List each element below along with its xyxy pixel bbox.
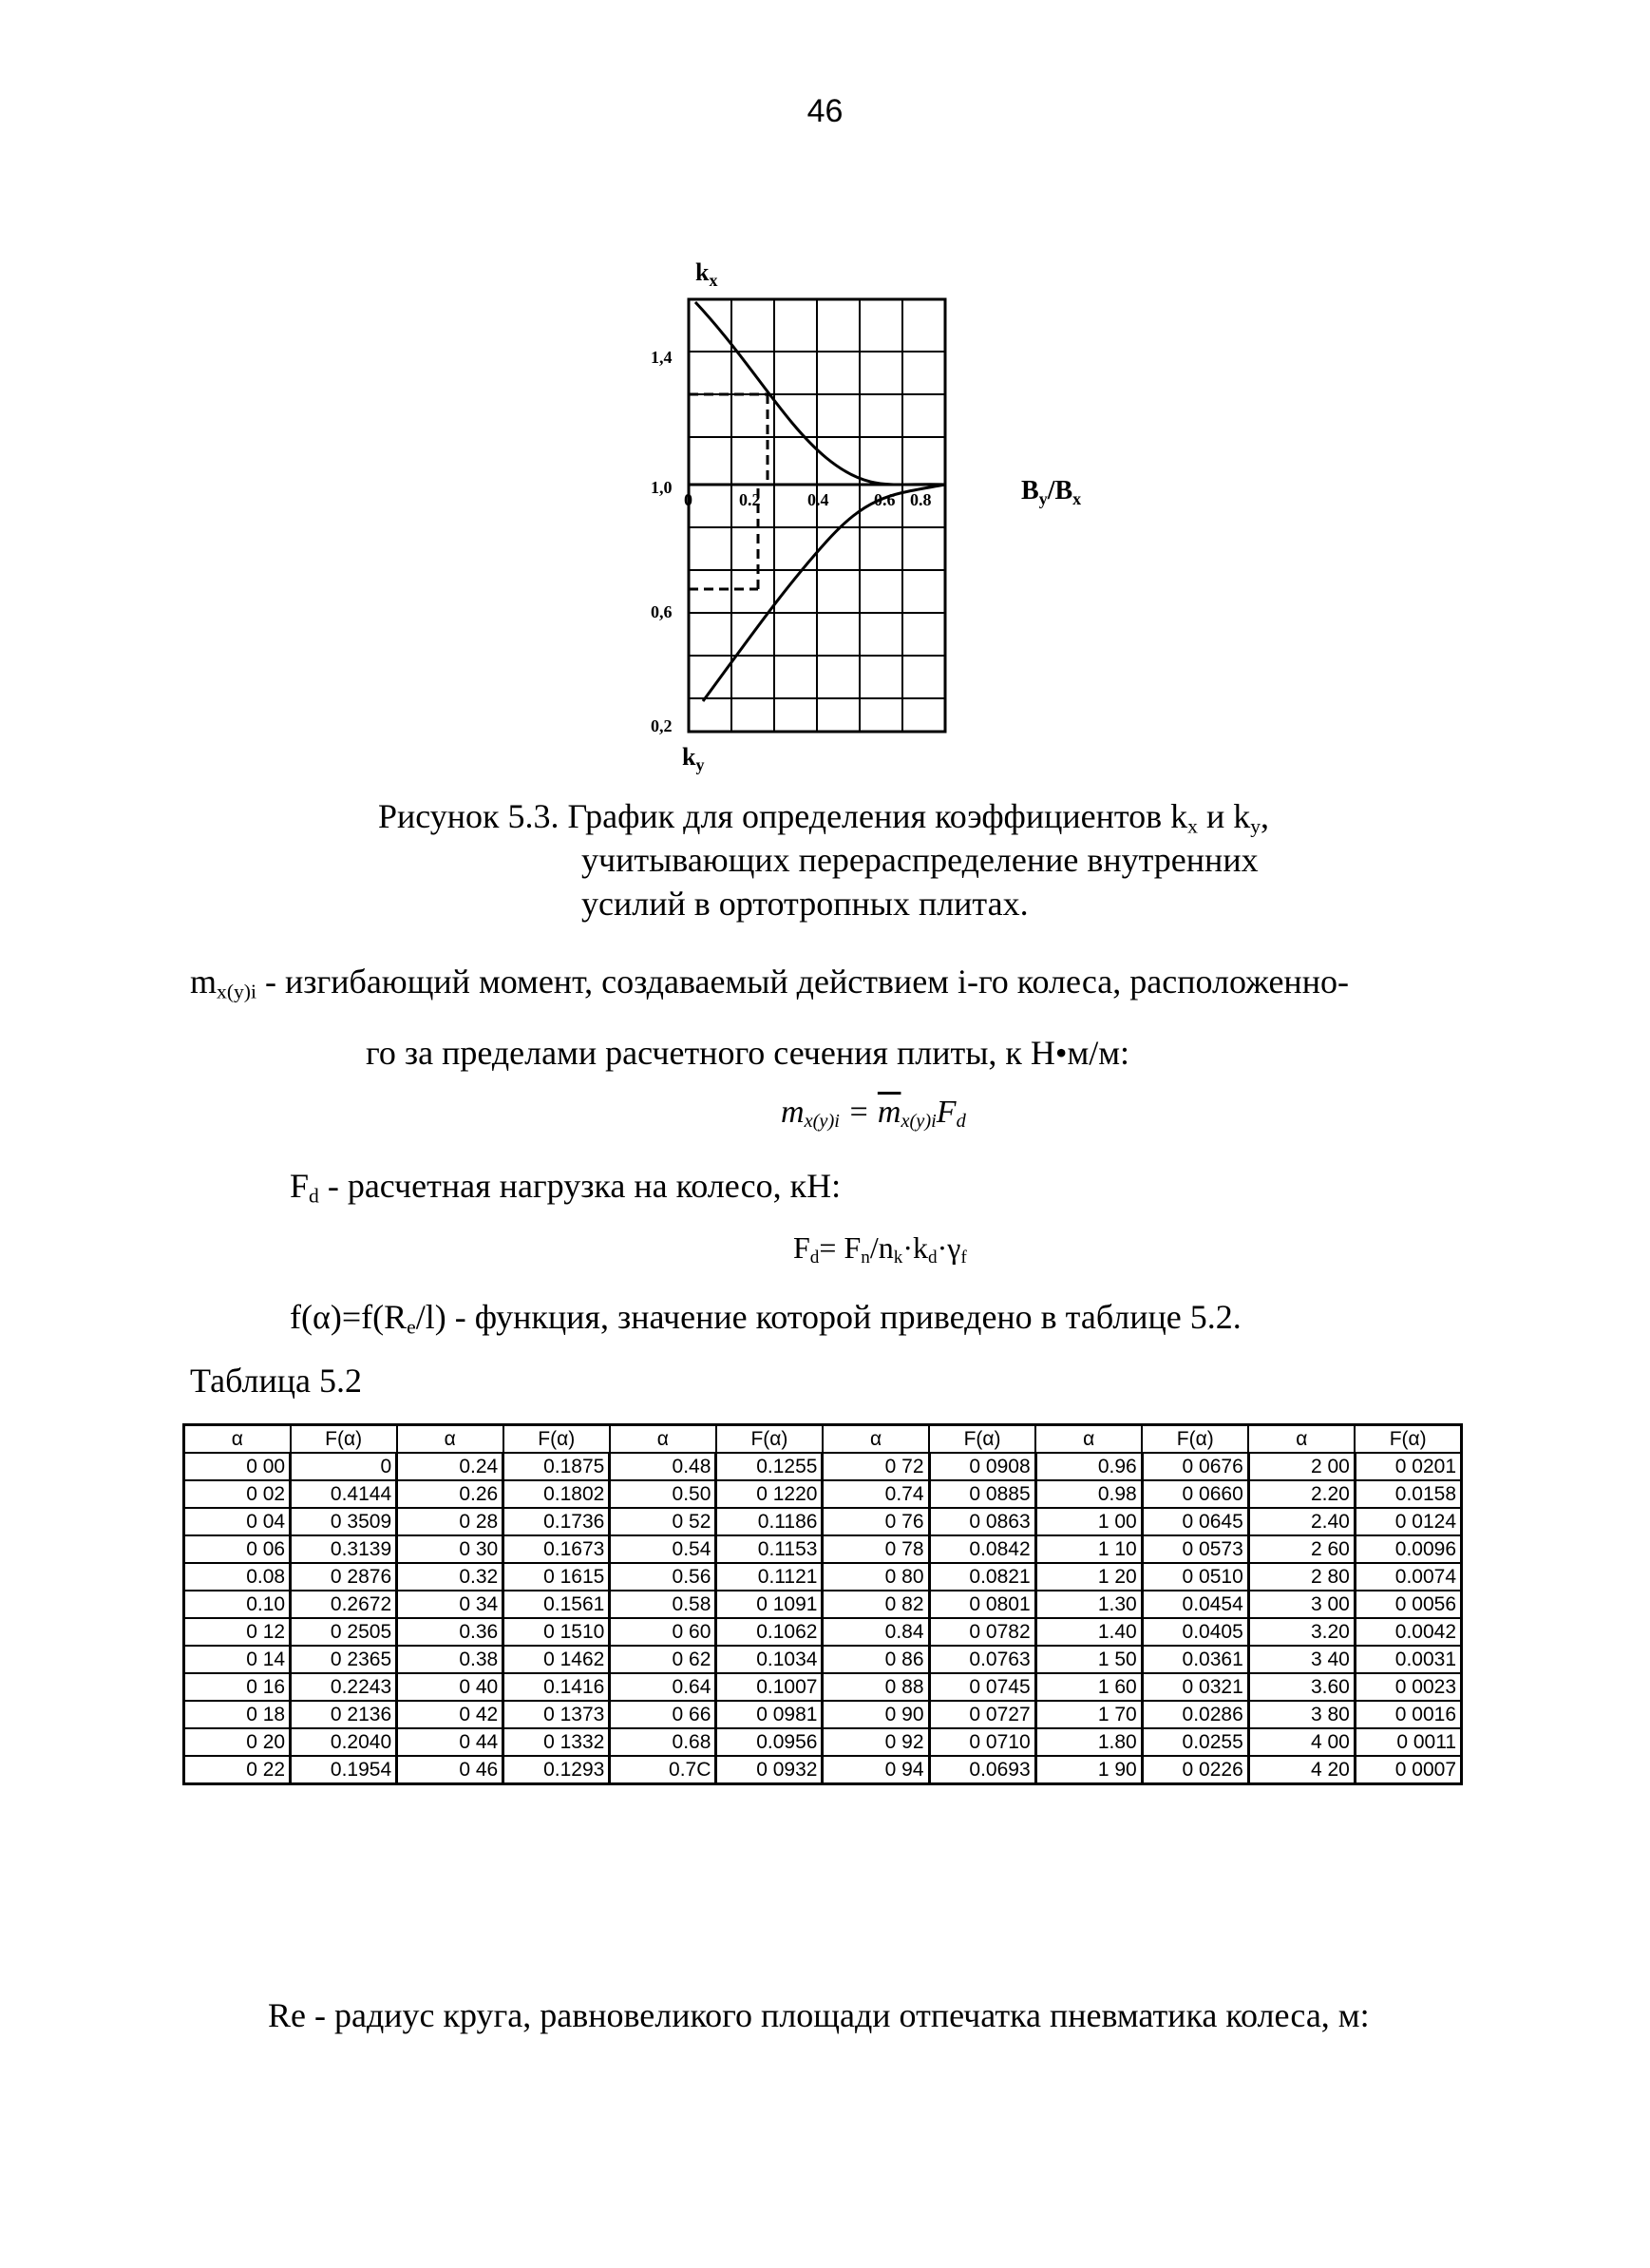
f-alpha-cell: 0.4144 — [291, 1480, 397, 1508]
page-number: 46 — [806, 93, 844, 129]
fd-definition: $F_d$ - расчетная нагрузка на колесо, кН: — [290, 1167, 842, 1208]
alpha-cell: 0 04 — [184, 1508, 291, 1535]
f-alpha-cell: 0.1561 — [503, 1591, 610, 1618]
y-tick-label: 1,0 — [651, 478, 673, 497]
formula-mx: $m_{x(y)i} = \overline{m}_{x(y)i}F_d$ — [781, 1095, 966, 1133]
f-alpha-cell: 0 0885 — [929, 1480, 1035, 1508]
table-row — [184, 1646, 1462, 1673]
alpha-cell: 3.20 — [1248, 1618, 1355, 1646]
alpha-cell: 0 52 — [610, 1508, 716, 1535]
mx-definition-line2: го за пределами расчетного сечения плиты, к Н•м/м: — [366, 1034, 1130, 1072]
table-row — [184, 1591, 1462, 1618]
f-alpha-cell: 0 0727 — [929, 1701, 1035, 1728]
f-alpha-cell: 0 1615 — [503, 1563, 610, 1591]
f-alpha-cell: 0 0660 — [1142, 1480, 1248, 1508]
alpha-cell: 0 18 — [184, 1701, 291, 1728]
alpha-cell: 0 02 — [184, 1480, 291, 1508]
f-alpha-cell: 0.0693 — [929, 1756, 1035, 1784]
f-alpha-cell: 0 0645 — [1142, 1508, 1248, 1535]
alpha-cell: 0.96 — [1035, 1453, 1142, 1480]
f-alpha-cell: 0 0710 — [929, 1728, 1035, 1756]
alpha-cell: 1.80 — [1035, 1728, 1142, 1756]
x-tick-label: 0.8 — [910, 490, 932, 509]
f-alpha-cell: 0.3139 — [291, 1535, 397, 1563]
f-alpha-cell: 0 0782 — [929, 1618, 1035, 1646]
table-row — [184, 1480, 1462, 1508]
alpha-cell: 0.24 — [397, 1453, 503, 1480]
header-f-alpha: F(α) — [1142, 1425, 1248, 1454]
alpha-cell: 0 22 — [184, 1756, 291, 1784]
x-label: $B_y/B_x$ — [1021, 476, 1082, 508]
header-f-alpha: F(α) — [503, 1425, 610, 1454]
alpha-cell: 0.36 — [397, 1618, 503, 1646]
f-alpha-cell: 0 1373 — [503, 1701, 610, 1728]
alpha-cell: 3 00 — [1248, 1591, 1355, 1618]
f-alpha-cell: 0.1416 — [503, 1673, 610, 1701]
f-alpha-cell: 0.2243 — [291, 1673, 397, 1701]
f-alpha-cell: 0 1091 — [716, 1591, 823, 1618]
x-tick-label: 0 — [684, 490, 692, 509]
alpha-cell: 0.98 — [1035, 1480, 1142, 1508]
f-alpha-cell: 0.0286 — [1142, 1701, 1248, 1728]
f-alpha-cell: 0 0016 — [1355, 1701, 1461, 1728]
chart-svg — [608, 257, 1349, 789]
alpha-cell: 0 90 — [823, 1701, 929, 1728]
f-alpha-cell: 0.0763 — [929, 1646, 1035, 1673]
alpha-cell: 0 62 — [610, 1646, 716, 1673]
header-f-alpha: F(α) — [291, 1425, 397, 1454]
f-alpha-cell: 0 0932 — [716, 1756, 823, 1784]
alpha-cell: 0.10 — [184, 1591, 291, 1618]
f-alpha-cell: 0 0007 — [1355, 1756, 1461, 1784]
f-alpha-cell: 0.1255 — [716, 1453, 823, 1480]
alpha-cell: 0 20 — [184, 1728, 291, 1756]
table-row — [184, 1673, 1462, 1701]
f-alpha-cell: 0.0454 — [1142, 1591, 1248, 1618]
table-row — [184, 1618, 1462, 1646]
alpha-cell: 0 60 — [610, 1618, 716, 1646]
alpha-cell: 3.60 — [1248, 1673, 1355, 1701]
alpha-cell: 0.38 — [397, 1646, 503, 1673]
header-f-alpha: F(α) — [929, 1425, 1035, 1454]
alpha-cell: 0.54 — [610, 1535, 716, 1563]
alpha-cell: 0.84 — [823, 1618, 929, 1646]
f-alpha-cell: 0 0745 — [929, 1673, 1035, 1701]
table-row — [184, 1701, 1462, 1728]
f-alpha-cell: 0.0842 — [929, 1535, 1035, 1563]
alpha-cell: 0 86 — [823, 1646, 929, 1673]
alpha-cell: 1 00 — [1035, 1508, 1142, 1535]
table-row — [184, 1535, 1462, 1563]
alpha-cell: 2.20 — [1248, 1480, 1355, 1508]
alpha-cell: 0.50 — [610, 1480, 716, 1508]
alpha-cell: 0.26 — [397, 1480, 503, 1508]
table-row — [184, 1728, 1462, 1756]
figure-caption-line2: учитывающих перераспределение внутренних — [581, 841, 1259, 879]
f-alpha-cell: 0.0096 — [1355, 1535, 1461, 1563]
header-alpha: α — [1248, 1425, 1355, 1454]
alpha-cell: 0 14 — [184, 1646, 291, 1673]
f-alpha-cell: 0 1220 — [716, 1480, 823, 1508]
alpha-cell: 3 80 — [1248, 1701, 1355, 1728]
header-alpha: α — [397, 1425, 503, 1454]
alpha-cell: 0 72 — [823, 1453, 929, 1480]
header-f-alpha: F(α) — [1355, 1425, 1461, 1454]
f-alpha-cell: 0.1293 — [503, 1756, 610, 1784]
f-alpha-cell: 0 0226 — [1142, 1756, 1248, 1784]
ky-curve — [703, 485, 945, 701]
f-alpha-cell: 0.1034 — [716, 1646, 823, 1673]
alpha-cell: 1 10 — [1035, 1535, 1142, 1563]
f-alpha-cell: 0.2040 — [291, 1728, 397, 1756]
figure-caption-line1: Рисунок 5.3. График для определения коэффициентов $k_x$ и $k_y$, — [378, 797, 1270, 838]
f-alpha-cell: 0 — [291, 1453, 397, 1480]
re-definition: Re - радиус круга, равновеликого площади отпечатка пневматика колеса, м: — [268, 1996, 1370, 2034]
f-alpha-cell: 0 1332 — [503, 1728, 610, 1756]
alpha-cell: 1 90 — [1035, 1756, 1142, 1784]
f-alpha-cell: 0.1007 — [716, 1673, 823, 1701]
f-alpha-cell: 0 0023 — [1355, 1673, 1461, 1701]
f-alpha-cell: 0 2365 — [291, 1646, 397, 1673]
alpha-cell: 0 12 — [184, 1618, 291, 1646]
header-f-alpha: F(α) — [716, 1425, 823, 1454]
f-alpha-cell: 0 0981 — [716, 1701, 823, 1728]
header-alpha: α — [610, 1425, 716, 1454]
alpha-cell: 2 60 — [1248, 1535, 1355, 1563]
f-alpha-cell: 0.1186 — [716, 1508, 823, 1535]
f-alpha-cell: 0 0201 — [1355, 1453, 1461, 1480]
alpha-cell: 3 40 — [1248, 1646, 1355, 1673]
header-alpha: α — [823, 1425, 929, 1454]
alpha-cell: 0.64 — [610, 1673, 716, 1701]
alpha-cell: 1 70 — [1035, 1701, 1142, 1728]
alpha-cell: 0.7C — [610, 1756, 716, 1784]
alpha-cell: 0 44 — [397, 1728, 503, 1756]
alpha-cell: 0.58 — [610, 1591, 716, 1618]
table-row — [184, 1508, 1462, 1535]
table-body — [184, 1453, 1462, 1784]
alpha-cell: 2 00 — [1248, 1453, 1355, 1480]
alpha-cell: 1 20 — [1035, 1563, 1142, 1591]
alpha-cell: 0 88 — [823, 1673, 929, 1701]
f-alpha-cell: 0.1673 — [503, 1535, 610, 1563]
f-alpha-cell: 0.0158 — [1355, 1480, 1461, 1508]
f-alpha-cell: 0 0011 — [1355, 1728, 1461, 1756]
f-alpha-cell: 0 0124 — [1355, 1508, 1461, 1535]
table-row — [184, 1756, 1462, 1784]
f-alpha-cell: 0.1062 — [716, 1618, 823, 1646]
alpha-cell: 0 00 — [184, 1453, 291, 1480]
f-alpha-cell: 0.1121 — [716, 1563, 823, 1591]
x-tick-label: 0.2 — [739, 490, 761, 509]
f-alpha-cell: 0 1510 — [503, 1618, 610, 1646]
alpha-cell: 1.30 — [1035, 1591, 1142, 1618]
table-row — [184, 1563, 1462, 1591]
f-alpha-cell: 0.1153 — [716, 1535, 823, 1563]
y-tick-label: 0,6 — [651, 602, 673, 621]
f-alpha-cell: 0.2672 — [291, 1591, 397, 1618]
y-label-top: $k_x$ — [695, 258, 718, 290]
x-tick-label: 0.4 — [807, 490, 829, 509]
header-alpha: α — [184, 1425, 291, 1454]
f-alpha-cell: 0.0956 — [716, 1728, 823, 1756]
alpha-cell: 0.48 — [610, 1453, 716, 1480]
f-alpha-cell: 0 3509 — [291, 1508, 397, 1535]
formula-fd: $F_d= F_n/n_k\cdot k_d\cdot\gamma_f$ — [793, 1230, 967, 1267]
f-alpha-cell: 0.1802 — [503, 1480, 610, 1508]
y-label-bottom: $k_y$ — [682, 743, 705, 774]
f-alpha-cell: 0.0074 — [1355, 1563, 1461, 1591]
f-alpha-cell: 0 2876 — [291, 1563, 397, 1591]
alpha-cell: 0 80 — [823, 1563, 929, 1591]
alpha-cell: 0 28 — [397, 1508, 503, 1535]
table-header-row — [184, 1425, 1462, 1454]
f-alpha-cell: 0 0908 — [929, 1453, 1035, 1480]
alpha-cell: 0 76 — [823, 1508, 929, 1535]
f-alpha-cell: 0 2136 — [291, 1701, 397, 1728]
figure-kx-ky-chart — [608, 257, 1349, 789]
alpha-cell: 4 20 — [1248, 1756, 1355, 1784]
alpha-cell: 0 06 — [184, 1535, 291, 1563]
alpha-cell: 0 94 — [823, 1756, 929, 1784]
alpha-cell: 0 34 — [397, 1591, 503, 1618]
alpha-cell: 0 16 — [184, 1673, 291, 1701]
alpha-cell: 0 30 — [397, 1535, 503, 1563]
f-alpha-cell: 0.0031 — [1355, 1646, 1461, 1673]
alpha-cell: 1 50 — [1035, 1646, 1142, 1673]
mx-definition-line1: $m_{x(y)i}$ - изгибающий момент, создаваемый действием i-го колеса, расположенно- — [190, 962, 1349, 1003]
f-alpha-cell: 0 2505 — [291, 1618, 397, 1646]
alpha-cell: 1.40 — [1035, 1618, 1142, 1646]
alpha-cell: 0.68 — [610, 1728, 716, 1756]
alpha-cell: 0 82 — [823, 1591, 929, 1618]
alpha-cell: 1 60 — [1035, 1673, 1142, 1701]
alpha-cell: 0.56 — [610, 1563, 716, 1591]
f-alpha-cell: 0 0801 — [929, 1591, 1035, 1618]
f-alpha-cell: 0 0321 — [1142, 1673, 1248, 1701]
y-tick-label: 0,2 — [651, 716, 673, 735]
table-caption: Таблица 5.2 — [190, 1362, 362, 1400]
f-alpha-cell: 0.0042 — [1355, 1618, 1461, 1646]
alpha-cell: 4 00 — [1248, 1728, 1355, 1756]
f-alpha-cell: 0.0361 — [1142, 1646, 1248, 1673]
f-alpha-cell: 0.1736 — [503, 1508, 610, 1535]
alpha-cell: 0.08 — [184, 1563, 291, 1591]
header-alpha: α — [1035, 1425, 1142, 1454]
alpha-cell: 0.74 — [823, 1480, 929, 1508]
alpha-cell: 0 42 — [397, 1701, 503, 1728]
alpha-cell: 0.32 — [397, 1563, 503, 1591]
y-tick-label: 1,4 — [651, 348, 673, 367]
alpha-cell: 0 46 — [397, 1756, 503, 1784]
alpha-cell: 2 80 — [1248, 1563, 1355, 1591]
x-tick-label: 0.6 — [874, 490, 896, 509]
f-alpha-cell: 0.0405 — [1142, 1618, 1248, 1646]
alpha-cell: 0 92 — [823, 1728, 929, 1756]
figure-caption-line3: усилий в ортотропных плитах. — [581, 885, 1029, 923]
f-alpha-cell: 0.0255 — [1142, 1728, 1248, 1756]
alpha-cell: 0 40 — [397, 1673, 503, 1701]
f-alpha-cell: 0 0676 — [1142, 1453, 1248, 1480]
alpha-cell: 0 78 — [823, 1535, 929, 1563]
f-alpha-cell: 0 0573 — [1142, 1535, 1248, 1563]
f-alpha-cell: 0.1875 — [503, 1453, 610, 1480]
f-alpha-cell: 0.0821 — [929, 1563, 1035, 1591]
f-alpha-cell: 0 0056 — [1355, 1591, 1461, 1618]
f-alpha-cell: 0 1462 — [503, 1646, 610, 1673]
f-alpha-cell: 0.1954 — [291, 1756, 397, 1784]
f-alpha-cell: 0 0863 — [929, 1508, 1035, 1535]
alpha-cell: 2.40 — [1248, 1508, 1355, 1535]
alpha-cell: 0 66 — [610, 1701, 716, 1728]
f-alpha-definition: $f(\alpha)=f(R_e/l)$ - функция, значение которой приведено в таблице 5.2. — [290, 1298, 1242, 1339]
f-alpha-cell: 0 0510 — [1142, 1563, 1248, 1591]
table-row — [184, 1453, 1462, 1480]
table-5-2 — [182, 1423, 1463, 1785]
